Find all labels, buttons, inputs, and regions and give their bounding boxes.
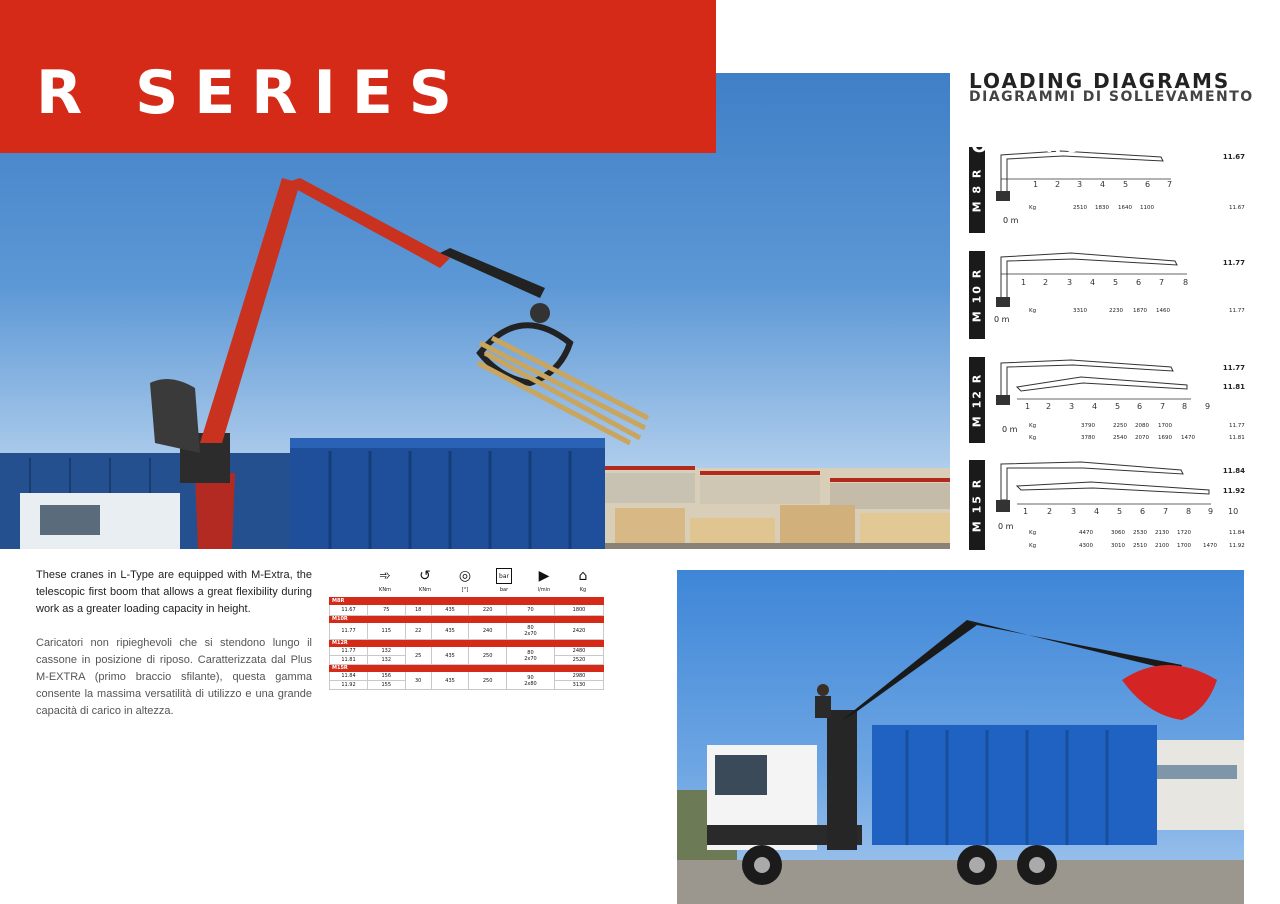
slewing-moment-icon: ↺ KNm [419, 568, 431, 593]
origin-label: 0 m [998, 522, 1014, 531]
table-row: 11.92 155 3130 [330, 681, 604, 690]
description-italian: Caricatori non ripieghevoli che si stendono lungo il cassone in posizione di riposo. Caratterizzata dal Plus M-EXTRA (primo braccio sfilante), questa gamma consente la massima versatilità di utilizzo e una grande capacità di carico in altezza. [36, 637, 312, 717]
truck-crane-photo [677, 570, 1244, 904]
spec-icons-row [365, 568, 605, 598]
group-header: M12R [330, 640, 604, 647]
group-header: M8R [330, 598, 604, 605]
weight-icon: ⌂ Kg [578, 568, 588, 593]
crane-diagram-icon [991, 251, 1191, 339]
table-row: 11.77 115 22 435 240 80 2x70 2420 [330, 623, 604, 640]
kg-row: Kg 3790 2250 2080 1700 11.77 [1029, 423, 1245, 429]
loading-diagrams-subtitle: DIAGRAMMI DI SOLLEVAMENTO [969, 89, 1254, 105]
reach-value: 11.81 [1222, 383, 1245, 391]
crane-diagram-icon [991, 147, 1191, 233]
loading-diagrams-title: LOADING DIAGRAMS [969, 69, 1231, 93]
lifting-moment-icon: ➾ KNm [379, 568, 391, 593]
model-tag: M 8 R [969, 147, 985, 233]
description-english: These cranes in L-Type are equipped with M-Extra, the telescopic first boom that allows a great flexibility during work as a greater loading capacity in height. [36, 569, 312, 615]
diagram-m12r [969, 357, 1245, 443]
kg-row: Kg 4300 3010 2510 2100 1700 1470 11.92 [1029, 543, 1245, 549]
reach-value: 11.77 [1222, 259, 1245, 267]
subtitle-construction: CONSTRUCTION [953, 135, 1170, 157]
diagram-m15r [969, 460, 1245, 550]
group-header: M10R [330, 616, 604, 623]
table-row: 11.84 156 30 435 250 90 2x80 2980 [330, 672, 604, 681]
kg-row: Kg 4470 3060 2530 2130 1720 11.84 [1029, 530, 1245, 536]
table-row: 11.67 75 18 435 220 70 1800 [330, 605, 604, 616]
origin-label: 0 m [1003, 216, 1019, 225]
diagram-m8r [969, 147, 1245, 233]
subtitle-recycling: RECYCLING [1014, 114, 1170, 136]
reach-value: 11.67 [1222, 153, 1245, 161]
pressure-icon: bar bar [484, 568, 524, 593]
model-tag: M 15 R [969, 460, 985, 550]
slewing-angle-icon: ◎ [°] [458, 568, 472, 593]
table-row: 11.81 132 2520 [330, 656, 604, 665]
kg-row: Kg 3780 2540 2070 1690 1470 11.81 [1029, 435, 1245, 441]
kg-row: Kg 2510 1830 1640 1100 11.67 [1029, 205, 1245, 211]
table-row: 11.77 132 25 435 250 80 2x70 2480 [330, 647, 604, 656]
scale-labels: 1 2 3 4 5 6 7 8 [1021, 278, 1189, 287]
scale-labels: 1 2 3 4 5 6 7 8 9 10 [1023, 507, 1239, 516]
spec-table [329, 597, 604, 690]
reach-value: 11.84 [1222, 467, 1245, 475]
scale-labels: 1 2 3 4 5 6 7 8 9 [1025, 402, 1211, 411]
reach-value: 11.77 [1222, 364, 1245, 372]
model-tag: M 10 R [969, 251, 985, 339]
model-tag: M 12 R [969, 357, 985, 443]
origin-label: 0 m [994, 315, 1010, 324]
flow-icon: ▶ l/min [537, 568, 551, 593]
kg-row: Kg 3310 2230 1870 1460 11.77 [1029, 308, 1245, 314]
scale-labels: 1 2 3 4 5 6 7 [1033, 180, 1173, 189]
group-header: M15R [330, 665, 604, 672]
series-title: R SERIES [36, 58, 469, 128]
reach-value: 11.92 [1222, 487, 1245, 495]
diagram-m10r [969, 251, 1245, 339]
origin-label: 0 m [1002, 425, 1018, 434]
